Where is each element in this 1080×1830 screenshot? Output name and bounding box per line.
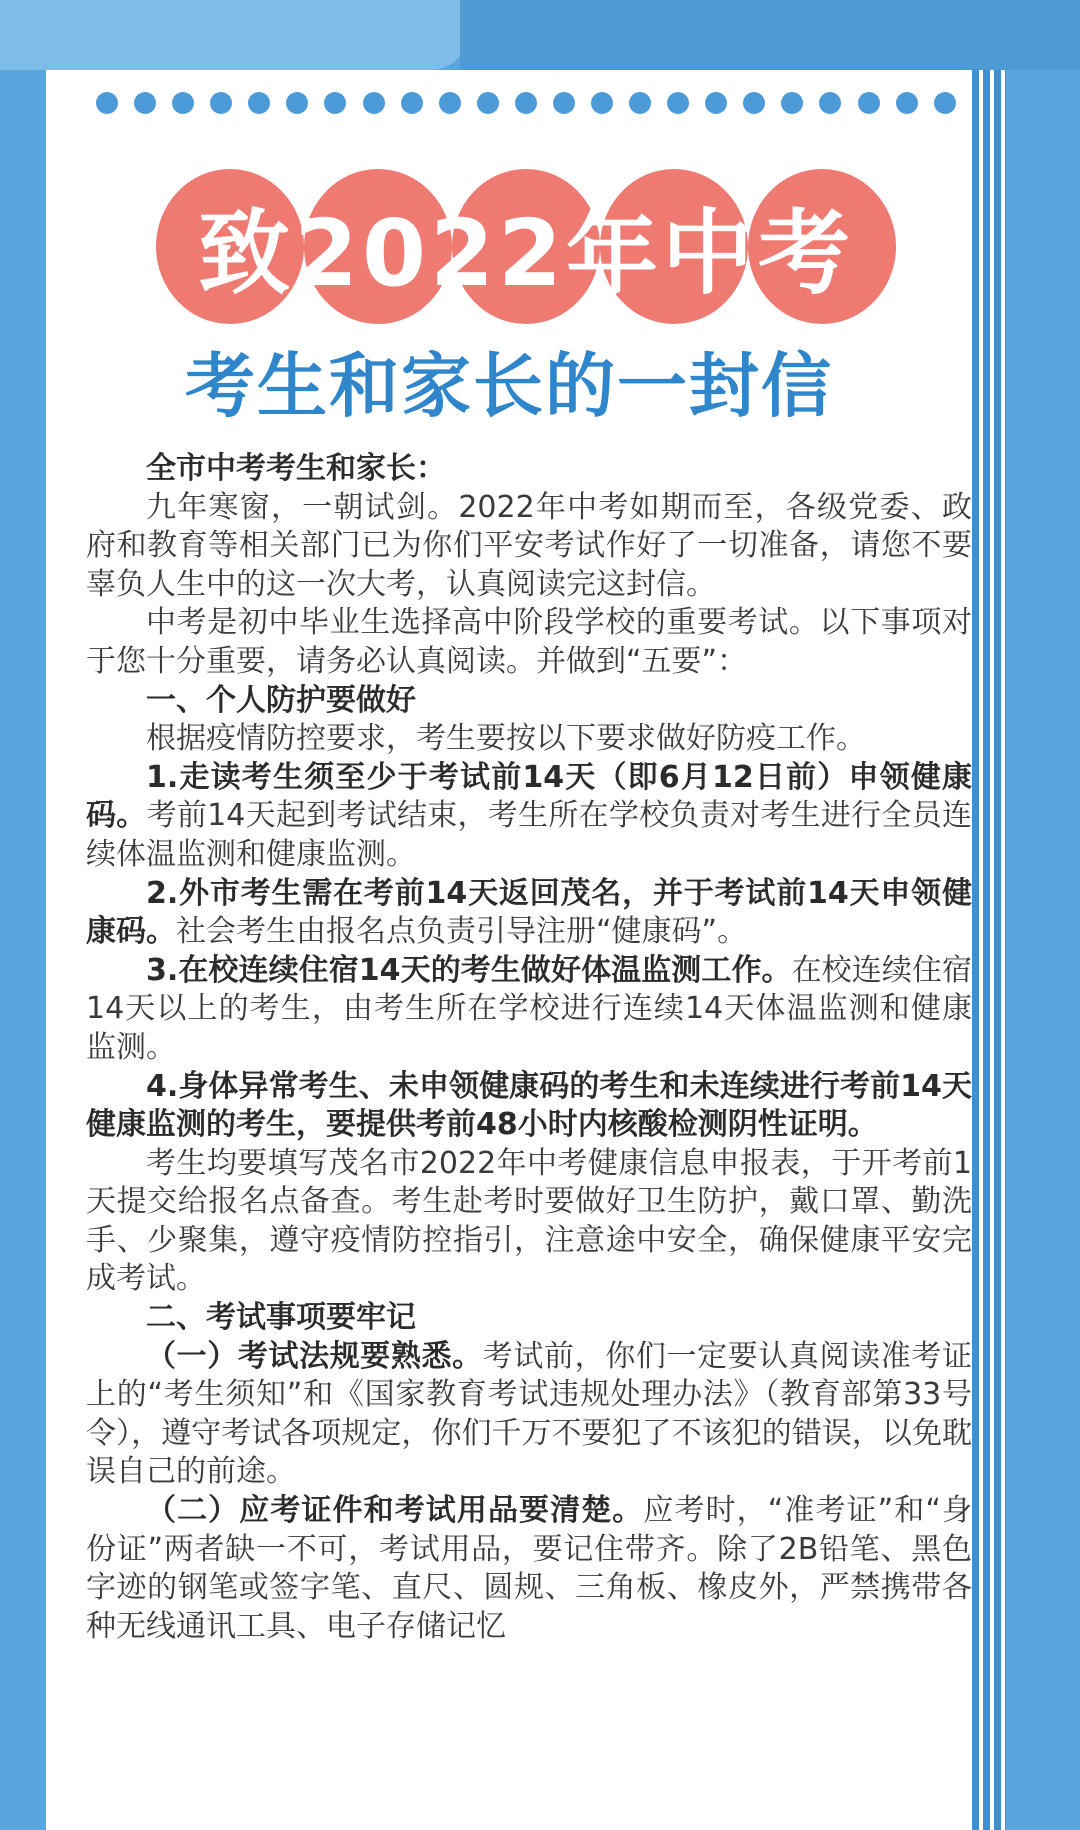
decorative-dot bbox=[401, 92, 423, 114]
decorative-dot bbox=[591, 92, 613, 114]
decorative-dot bbox=[439, 92, 461, 114]
decorative-dot bbox=[324, 92, 346, 114]
sub-item bbox=[86, 1492, 972, 1646]
decorative-dot bbox=[858, 92, 880, 114]
paragraph: 根据疫情防控要求，考生要按以下要求做好防疫工作。 bbox=[146, 721, 866, 757]
list-item-text: 考前14天起到考试结束，考生所在学校负责对考生进行全员连续体温监测和健康监测。 bbox=[86, 798, 972, 872]
list-item-bold: 1.走读考生须至少于考试前14天（即6月12日前）申领健康码。 bbox=[86, 759, 972, 834]
decorative-dot bbox=[96, 92, 118, 114]
decorative-dot bbox=[286, 92, 308, 114]
decorative-dot bbox=[477, 92, 499, 114]
decorative-dot bbox=[934, 92, 956, 114]
decorative-dot-row bbox=[96, 92, 956, 118]
decorative-dot bbox=[515, 92, 537, 114]
list-item bbox=[86, 952, 972, 1068]
letter-body bbox=[86, 450, 972, 1646]
sub-item bbox=[86, 1338, 972, 1492]
background-shape bbox=[0, 0, 470, 70]
sub-item-bold: （一）考试法规要熟悉。 bbox=[146, 1338, 483, 1374]
decorative-dot bbox=[134, 92, 156, 114]
list-item bbox=[86, 875, 972, 952]
page-subtitle: 考生和家长的一封信 bbox=[185, 345, 833, 427]
page-title: 致2022年中考 bbox=[197, 200, 855, 307]
sub-item-text: 应考时，“准考证”和“身份证”两者缺一不可，考试用品，要记住带齐。除了2B铅笔、黑色字迹的钢笔或签字笔、直尺、圆规、三角板、橡皮外，严禁携带各种无线通讯工具、电子存储记忆 bbox=[86, 1493, 972, 1644]
section-heading: 一、个人防护要做好 bbox=[146, 682, 416, 718]
list-item-text: 在校连续住宿14天以上的考生，由考生所在学校进行连续14天体温监测和健康监测。 bbox=[86, 952, 972, 1065]
paragraph: 考生均要填写茂名市2022年中考健康信息申报表，于开考前1天提交给报名点备查。考生赴考时要做好卫生防护，戴口罩、勤洗手、少聚集，遵守疫情防控指引，注意途中安全，确保健康平安完成考试。 bbox=[86, 1145, 972, 1297]
paper-edge-stripes bbox=[972, 70, 1006, 1830]
list-item-bold: 3.在校连续住宿14天的考生做好体温监测工作。 bbox=[146, 952, 792, 988]
paragraph: 九年寒窗，一朝试剑。2022年中考如期而至，各级党委、政府和教育等相关部门已为你们平安考试作好了一切准备，请您不要辜负人生中的这一次大考，认真阅读完这封信。 bbox=[86, 489, 972, 602]
list-item-text: 社会考生由报名点负责引导注册“健康码”。 bbox=[176, 914, 748, 950]
decorative-dot bbox=[363, 92, 385, 114]
list-item: 4.身体异常考生、未申领健康码的考生和未连续进行考前14天健康监测的考生，要提供考前48小时内核酸检测阴性证明。 bbox=[86, 1068, 972, 1143]
decorative-dot bbox=[210, 92, 232, 114]
decorative-dot bbox=[819, 92, 841, 114]
decorative-dot bbox=[553, 92, 575, 114]
decorative-dot bbox=[667, 92, 689, 114]
decorative-dot bbox=[172, 92, 194, 114]
decorative-dot bbox=[629, 92, 651, 114]
letter-greeting: 全市中考考生和家长： bbox=[146, 451, 446, 486]
letter-paper bbox=[46, 70, 1006, 1830]
decorative-dot bbox=[705, 92, 727, 114]
decorative-dot bbox=[248, 92, 270, 114]
decorative-dot bbox=[896, 92, 918, 114]
section-heading: 二、考试事项要牢记 bbox=[146, 1300, 416, 1336]
paragraph: 中考是初中毕业生选择高中阶段学校的重要考试。以下事项对于您十分重要，请务必认真阅读。并做到“五要”： bbox=[86, 605, 972, 679]
sub-item-bold: （二）应考证件和考试用品要清楚。 bbox=[146, 1493, 644, 1529]
sub-item-text: 考试前，你们一定要认真阅读准考证上的“考生须知”和《国家教育考试违规处理办法》（教育部第33号令），遵守考试各项规定，你们千万不要犯了不该犯的错误，以免耽误自己的前途。 bbox=[86, 1338, 973, 1490]
decorative-dot bbox=[781, 92, 803, 114]
list-item bbox=[86, 759, 972, 875]
background-shape bbox=[460, 0, 1080, 70]
decorative-dot bbox=[743, 92, 765, 114]
list-item-bold: 2.外市考生需在考前14天返回茂名，并于考试前14天申领健康码。 bbox=[86, 875, 972, 950]
